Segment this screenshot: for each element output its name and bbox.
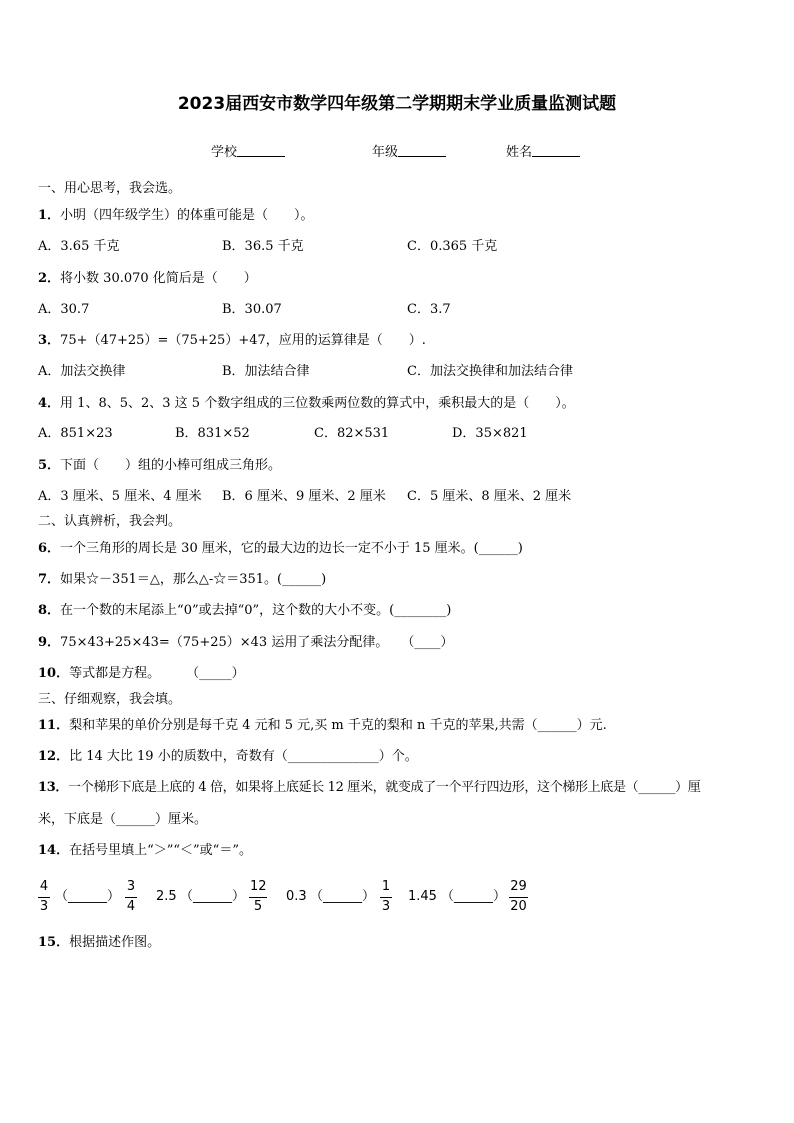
question-12 <box>38 749 418 765</box>
question-1-text: 小明（四年级学生）的体重可能是（ ）。 <box>60 208 314 223</box>
question-5 <box>38 458 281 474</box>
question-3 <box>38 333 426 349</box>
q1-option-a[interactable]: A．3.65 千克 <box>38 239 120 254</box>
q2-option-c[interactable]: C．3.7 <box>407 302 451 317</box>
q5-option-a[interactable]: A．3 厘米、5 厘米、4 厘米 <box>38 489 202 504</box>
question-14-number: 14． <box>38 843 70 858</box>
q3-option-c[interactable]: C．加法交换律和加法结合律 <box>407 364 573 379</box>
q5-option-b[interactable]: B．6 厘米、9 厘米、2 厘米 <box>222 489 386 504</box>
question-4 <box>38 396 575 412</box>
question-4-number: 4． <box>38 396 61 411</box>
question-6-text: 一个三角形的周长是 30 厘米，它的最大边的边长一定不小于 15 厘米。(______) <box>60 541 523 556</box>
question-10-number: 10． <box>38 666 70 681</box>
question-1-number: 1． <box>38 208 61 223</box>
fraction-4-3 <box>38 879 50 915</box>
q4-option-b[interactable]: B．831×52 <box>175 426 250 441</box>
question-15-text: 根据描述作图。 <box>69 935 161 950</box>
compare-blank-4[interactable]: （______） <box>441 889 507 904</box>
fraction-denominator: 3 <box>39 899 49 914</box>
question-15-number: 15． <box>38 935 70 950</box>
page-title: 2023届西安市数学四年级第二学期期末学业质量监测试题 <box>177 94 617 114</box>
q1-option-b[interactable]: B．36.5 千克 <box>222 239 304 254</box>
q3-option-b[interactable]: B．加法结合律 <box>222 364 310 379</box>
question-2 <box>38 271 257 287</box>
question-5-number: 5． <box>38 458 61 473</box>
fraction-denominator: 5 <box>253 899 263 914</box>
question-7-text: 如果☆－351＝△，那么△-☆＝351。(______) <box>60 572 327 587</box>
q4-option-d[interactable]: D．35×821 <box>452 426 528 441</box>
question-7-number: 7． <box>38 572 61 587</box>
fraction-bar <box>509 897 528 898</box>
compare-value-2-5: 2.5 <box>156 889 177 904</box>
question-6-number: 6． <box>38 541 61 556</box>
section-3-heading: 三、仔细观察，我会填。 <box>38 692 182 707</box>
school-label: 学校 <box>211 145 238 160</box>
compare-value-1-45: 1.45 <box>408 889 437 904</box>
fraction-numerator: 3 <box>126 879 136 894</box>
question-2-text: 将小数 30.070 化简后是（ ） <box>60 271 257 286</box>
question-8-number: 8． <box>38 603 61 618</box>
fraction-12-5 <box>249 879 267 915</box>
fraction-3-4 <box>125 879 137 915</box>
question-4-text: 用 1、8、5、2、3 这 5 个数字组成的三位数乘两位数的算式中，乘积最大的是（ ）。 <box>60 396 575 411</box>
question-9 <box>38 635 453 651</box>
question-14 <box>38 843 252 859</box>
question-12-number: 12． <box>38 749 70 764</box>
fraction-numerator: 4 <box>39 879 49 894</box>
grade-label: 年级 <box>372 145 399 160</box>
question-15 <box>38 935 160 951</box>
question-2-number: 2． <box>38 271 61 286</box>
name-blank[interactable] <box>532 144 580 157</box>
question-9-number: 9． <box>38 635 61 650</box>
question-11-text: 梨和苹果的单价分别是每千克 4 元和 5 元,买 m 千克的梨和 n 千克的苹果,共需（______）元. <box>69 718 607 733</box>
question-6 <box>38 541 523 557</box>
fraction-1-3 <box>380 879 392 915</box>
question-11 <box>38 718 607 734</box>
fraction-denominator: 3 <box>381 899 391 914</box>
question-8-text: 在一个数的末尾添上“0”或去掉“0”，这个数的大小不变。(________) <box>60 603 452 618</box>
question-1 <box>38 208 314 224</box>
question-11-number: 11． <box>38 718 70 733</box>
question-3-number: 3． <box>38 333 61 348</box>
question-3-text: 75+（47+25）=（75+25）+47，应用的运算律是（ ）. <box>60 333 426 348</box>
fraction-29-20 <box>509 879 528 915</box>
question-13 <box>38 780 700 796</box>
name-field[interactable] <box>506 141 580 160</box>
fraction-bar <box>249 897 267 898</box>
school-field[interactable] <box>211 141 285 160</box>
question-10 <box>38 666 245 682</box>
q3-option-a[interactable]: A．加法交换律 <box>38 364 126 379</box>
q4-option-a[interactable]: A．851×23 <box>38 426 113 441</box>
q1-option-c[interactable]: C．0.365 千克 <box>407 239 498 254</box>
q5-option-c[interactable]: C．5 厘米、8 厘米、2 厘米 <box>407 489 572 504</box>
fraction-bar <box>38 897 50 898</box>
question-8 <box>38 603 451 619</box>
compare-blank-2[interactable]: （______） <box>180 889 246 904</box>
q2-option-a[interactable]: A．30.7 <box>38 302 90 317</box>
q4-option-c[interactable]: C．82×531 <box>314 426 390 441</box>
fraction-numerator: 1 <box>381 879 391 894</box>
grade-blank[interactable] <box>398 144 446 157</box>
fraction-bar <box>125 897 137 898</box>
fraction-numerator: 12 <box>250 879 267 894</box>
fraction-bar <box>380 897 392 898</box>
school-blank[interactable] <box>237 144 285 157</box>
grade-field[interactable] <box>372 141 446 160</box>
question-12-text: 比 14 大比 19 小的质数中，奇数有（______________）个。 <box>69 749 418 764</box>
question-9-text: 75×43+25×43=（75+25）×43 运用了乘法分配律。 （____） <box>60 635 454 650</box>
question-14-text: 在括号里填上“＞”“＜”或“＝”。 <box>69 843 252 858</box>
fraction-numerator: 29 <box>510 879 527 894</box>
question-7 <box>38 572 326 588</box>
question-5-text: 下面（ ）组的小棒可组成三角形。 <box>60 458 282 473</box>
question-10-text: 等式都是方程。 （_____） <box>69 666 245 681</box>
fraction-denominator: 4 <box>126 899 136 914</box>
compare-value-0-3: 0.3 <box>286 889 307 904</box>
section-1-heading: 一、用心思考，我会选。 <box>38 181 182 196</box>
question-13-text: 一个梯形下底是上底的 4 倍，如果将上底延长 12 厘米，就变成了一个平行四边形，这个梯形上底是（______）厘 <box>68 780 701 795</box>
question-13-continued: 米，下底是（______）厘米。 <box>38 812 208 827</box>
q2-option-b[interactable]: B．30.07 <box>222 302 282 317</box>
name-label: 姓名 <box>506 145 533 160</box>
compare-blank-1[interactable]: （______） <box>55 889 121 904</box>
question-13-number: 13． <box>38 780 69 795</box>
fraction-denominator: 20 <box>510 899 527 914</box>
compare-blank-3[interactable]: （______） <box>310 889 376 904</box>
section-2-heading: 二、认真辨析，我会判。 <box>38 514 182 529</box>
